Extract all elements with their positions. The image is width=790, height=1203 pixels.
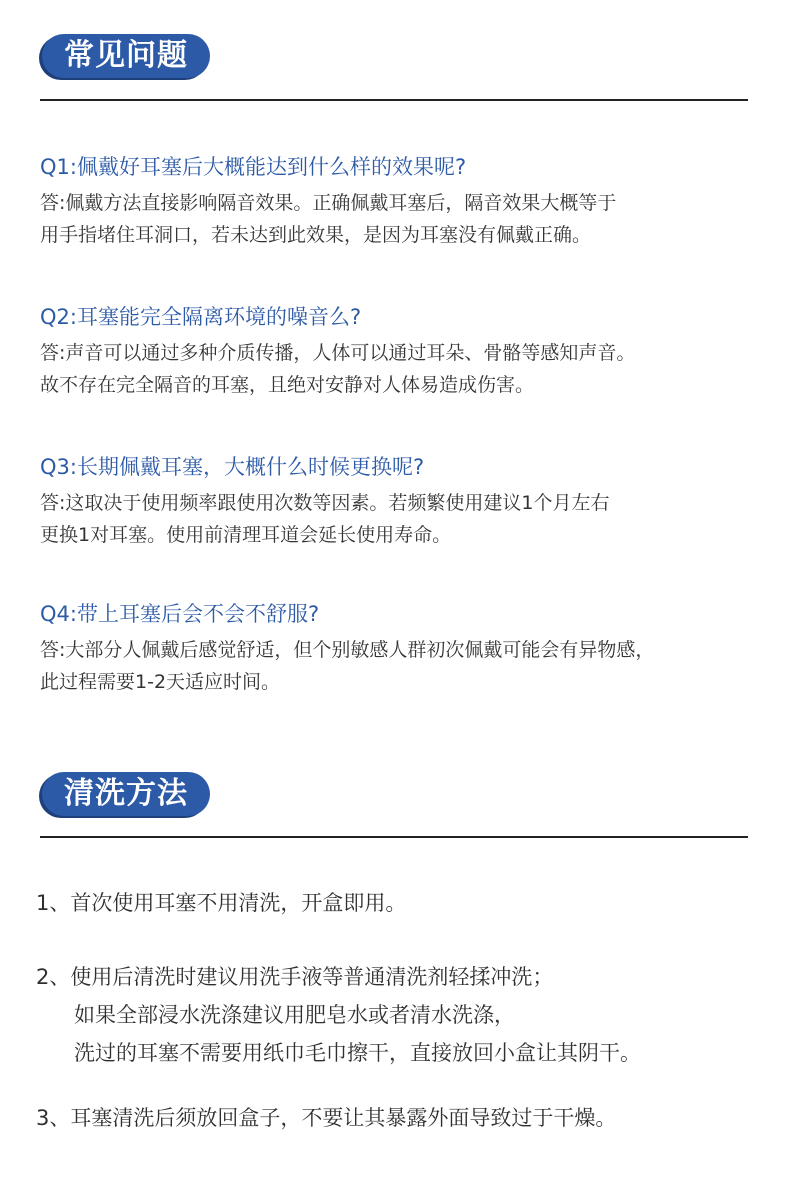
answer-2-line-2: 故不存在完全隔音的耳塞，且绝对安静对人体易造成伤害。 — [40, 374, 535, 396]
faq-divider — [40, 99, 748, 101]
cleaning-section-title: 清洗方法 — [42, 772, 210, 816]
faq-item-1 — [40, 153, 760, 251]
cleaning-step-3 — [36, 1099, 766, 1137]
question-4: Q4:带上耳塞后会不会不舒服? — [40, 602, 320, 626]
answer-3-line-1: 答:这取决于使用频率跟使用次数等因素。若频繁使用建议1个月左右 — [40, 492, 610, 514]
cleaning-step-2-line-1: 2、使用后清洗时建议用洗手液等普通清洗剂轻揉冲洗； — [36, 965, 554, 989]
question-2: Q2:耳塞能完全隔离环境的噪音么? — [40, 305, 362, 329]
faq-item-3 — [40, 453, 760, 551]
cleaning-step-1-line-1: 1、首次使用耳塞不用清洗，开盒即用。 — [36, 891, 407, 915]
answer-4-line-1: 答:大部分人佩戴后感觉舒适，但个别敏感人群初次佩戴可能会有异物感， — [40, 639, 655, 661]
question-3: Q3:长期佩戴耳塞，大概什么时候更换呢? — [40, 455, 425, 479]
answer-3-line-2: 更换1对耳塞。使用前清理耳道会延长使用寿命。 — [40, 524, 452, 546]
faq-section-title: 常见问题 — [42, 34, 210, 78]
cleaning-step-2 — [36, 958, 766, 1072]
cleaning-step-3-line-1: 3、耳塞清洗后须放回盒子，不要让其暴露外面导致过于干燥。 — [36, 1106, 617, 1130]
cleaning-step-2-line-2: 如果全部浸水洗涤建议用肥皂水或者清水洗涤， — [74, 1003, 515, 1027]
cleaning-divider — [40, 836, 748, 838]
faq-item-2 — [40, 303, 760, 401]
cleaning-step-1 — [36, 884, 766, 922]
answer-1-line-1: 答:佩戴方法直接影响隔音效果。正确佩戴耳塞后，隔音效果大概等于 — [40, 192, 617, 214]
answer-1-line-2: 用手指堵住耳洞口，若未达到此效果，是因为耳塞没有佩戴正确。 — [40, 224, 592, 246]
question-1: Q1:佩戴好耳塞后大概能达到什么样的效果呢? — [40, 155, 467, 179]
answer-4-line-2: 此过程需要1-2天适应时间。 — [40, 671, 281, 693]
cleaning-step-2-line-3: 洗过的耳塞不需要用纸巾毛巾擦干，直接放回小盒让其阴干。 — [74, 1041, 641, 1065]
faq-item-4 — [40, 600, 760, 698]
answer-2-line-1: 答:声音可以通过多种介质传播，人体可以通过耳朵、骨骼等感知声音。 — [40, 342, 636, 364]
